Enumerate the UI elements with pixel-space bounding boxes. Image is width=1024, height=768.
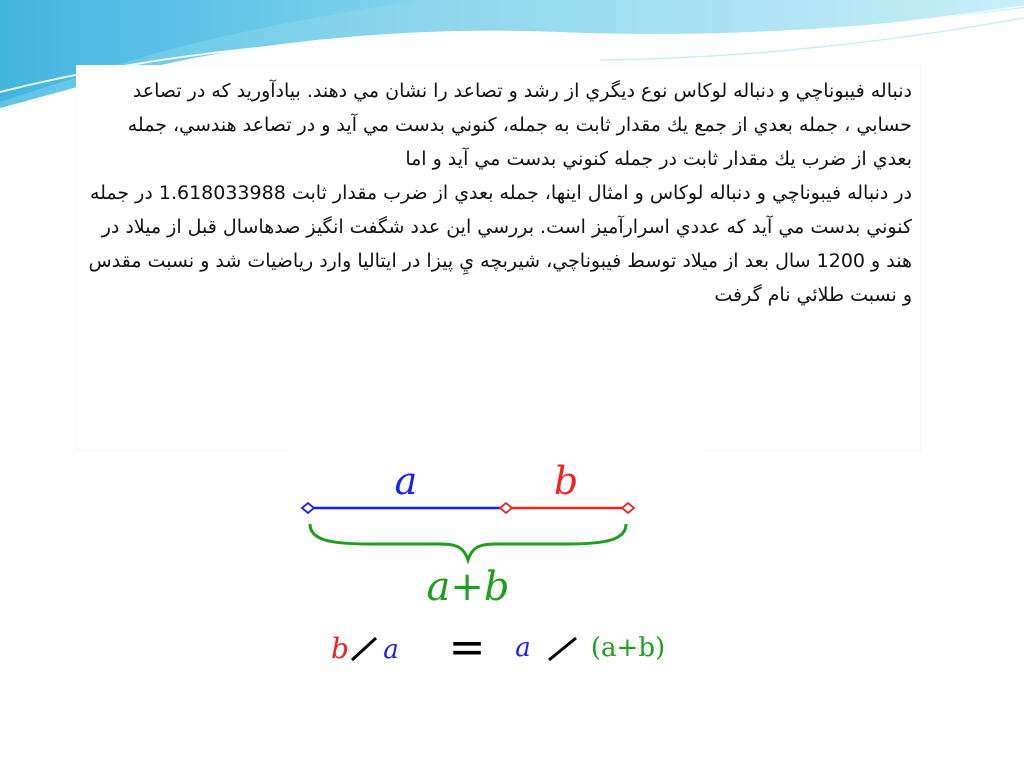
golden-ratio-figure xyxy=(290,448,700,668)
brace xyxy=(310,524,626,560)
label-b: b xyxy=(553,459,579,503)
slide-text-box xyxy=(77,66,920,450)
eq-rhs-numerator: a xyxy=(515,633,531,663)
eq-lhs-numerator: b xyxy=(331,632,349,665)
label-a: a xyxy=(394,459,418,503)
endpoint-right xyxy=(622,503,634,513)
paragraph-golden-ratio: در دنباله فيبوناچي و دنباله لوكاس و امثال اينها، جمله بعدي از ضرب مقدار ثابت 1.618033988 در جمله كنوني بدست مي آيد كه عددي اسرارآميز است. بررسي اين عدد شگفت انگيز صدهاسال قبل از ميلاد در هند و 1200 سال بعد از ميلاد توسط فيبوناچي، شيربچه يِ پيزا در ايتاليا وارد رياضيات شد و نسبت مقدس و نسبت طلائي نام گرفت xyxy=(88,182,912,306)
eq-equals: = xyxy=(448,622,486,668)
eq-rhs-denominator: (a+b) xyxy=(590,633,666,663)
label-a-plus-b: a+b xyxy=(426,564,510,610)
eq-rhs-slash xyxy=(549,638,576,660)
endpoint-left xyxy=(302,503,314,513)
paragraph-fibonacci-intro: دنباله فيبوناچي و دنباله لوكاس نوع ديگري از رشد و تصاعد را نشان مي دهند. بيادآوريد كه در تصاعد حسابي ، جمله بعدي از جمع يك مقدار ثابت به جمله، كنوني بدست مي آيد و در تصاعد هندسي، جمله بعدي از ضرب يك مقدار ثابت در جمله كنوني بدست مي آيد و اما xyxy=(127,80,912,170)
eq-lhs-denominator: a xyxy=(383,635,399,665)
endpoint-middle xyxy=(500,503,512,513)
eq-lhs-slash xyxy=(352,638,376,660)
